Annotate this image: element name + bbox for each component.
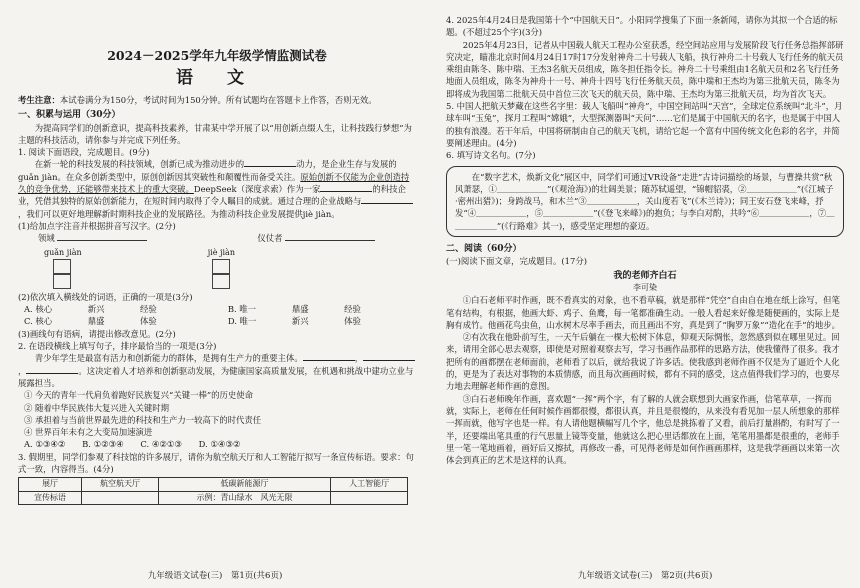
table-header-cell: 航空航天厅 [82, 478, 159, 491]
table-header-cell: 展厅 [19, 478, 82, 491]
question-4: 4. 2025年4月24日是我国第十个“中国航天日”。小阳同学搜集了下面一条新闻，请你为其拟一个合适的标题。(不超过25个字)(3分) [446, 15, 838, 38]
table-cell [82, 491, 159, 504]
table-cell: 宣传标语 [19, 491, 82, 504]
article-title: 我的老师齐白石 [613, 270, 677, 281]
reading-sub-1: (一)阅读下面文章，完成题目。(17分) [446, 256, 587, 267]
pinyin-grids: guǎn jiàn jiè jiàn [38, 245, 416, 291]
q2-item-3: ③ 承担着与当前世界最先进的科技和生产力一较高下的时代责任 [24, 414, 262, 425]
article-para-1: ①白石老师平时作画，既不看真实的对象，也不看草稿，就是那样“凭空”自由自在地在纸上涂写，但笔笔有结构，有根据，他画大虾、鸡子、鱼鹰，每一笔都准确生动。一般人看起来好像是随便画的，实际上是胸有成竹。他画花鸟虫鱼，山水树木尽率手画去，而且画出不穷，真是到了“胸罗万象”“造化在手”的地步。 [446, 295, 840, 330]
q1-sub1: (1)给加点字注音并根据拼音写汉字。(2分) [18, 220, 176, 231]
intro-text: 为提高同学们的创新意识，提高科技素养，甘肃某中学开展了以“用创新点缀人生，让科技践行梦想”为主题的科技活动，请你参与并完成下列任务。 [18, 122, 412, 145]
table-header-cell: 人工智能厅 [331, 478, 408, 491]
question-3: 3. 假期里，同学们参观了科技馆的许多展厅，请你为航空航天厅和人工智能厅拟写一条宣传标语。要求：句式一致，内容得当。(4分) [18, 451, 414, 475]
question-1: 1. 阅读下面语段，完成题目。(9分) [18, 147, 150, 158]
q2-item-2: ② 随着中华民族伟大复兴进入关键时期 [24, 402, 170, 413]
exam-notice: 考生注意：本试卷满分为150分，考试时间为150分钟。所有试题均在答题卡上作答，否则无效。 [18, 95, 377, 105]
q2-options: A. ①③④② B. ①②③④ C. ④②①③ D. ①④③② [24, 439, 241, 450]
poetry-box [446, 166, 844, 237]
page-footer: 九年级语文试卷(三) 第2页(共6页) [577, 570, 713, 581]
q2-item-4: ④ 世界百年未有之大变局加速演进 [24, 427, 153, 438]
question-2: 2. 在语段横线上填写句子，排序最恰当的一项是(3分) [18, 341, 217, 352]
q1-sub3: (3)画线句有语病，请提出修改意见。(2分) [18, 328, 176, 339]
table-header-cell: 低碳新能源厅 [158, 478, 330, 491]
news-passage: 2025年4月23日，记者从中国载人航天工程办公室获悉，经空间站应用与发展阶段飞行任务总指挥部研究决定，瞄准北京时间4月24日17时17分发射神舟二十号载人飞船，执行神舟二十号载人飞行任务的航天员乘组由陈冬、陈中瑞、王杰3名航天员组成，陈冬担任指令长。神舟二十号乘组由1名航天员和2名飞行任务地面人员组成，陈冬为神舟十一号、神舟十四号飞行任务航天员，陈中瑞和王杰均为第三批航天员，陈冬为即将成为我国第二批航天员中首位三次飞天的航天员，陈中瑞、王杰均为第三批航天员，均为首次飞天。 [446, 39, 844, 99]
q2-passage: 青少年学生是最富有活力和创新能力的群体，是拥有生产力的重要主体。 ，， 。这决定着人才培养和创新驱动发展，为健康国家高质量发展，在机遇和挑战中建功立业与展露担当。 [18, 353, 414, 388]
page-footer: 九年级语文试卷(三) 第1页(共6页) [147, 570, 283, 581]
q1-passage: 在新一轮的科技发展的科技领域，创新已成为推动进步的 动力，是企业生存与发展的 guǎn jiàn。在众多创新类型中，原创创新因其突破性和颠覆性而备受关注。原始创新不仅能为企业创造持久的竞争优势，还能够带来技术上的重大突破。DeepSeek（深度求索）作为一家 的科技企业，凭借其独特的原始创新能力，在短时间内取得了令人瞩目的成就。通过合理的企业战略与，我们可以更好地理解新时期科技企业的发展路径。为推动科技企业发展提供jiè jiàn。 [18, 158, 416, 219]
exam-title: 2024－2025学年九年级学情监测试卷 [107, 48, 327, 63]
question-6: 6. 填写诗文名句。(7分) [446, 150, 536, 161]
question-5: 5. 中国人把航天梦藏在这些名字里：载人飞船叫“神舟”，中国空间站叫“天宫”，全球定位系统叫“北斗”，月球车叫“玉兔”，探月工程叫“嫦娥”，大型探测器叫“天问”……它们是属于中国航天的名字，也是属于中国人的独有浪漫。若干年后，中国将研制由自己的航天飞机，请给它起一个富有中国传统文化色彩的名字，并简要阐述理由。(4分) [446, 101, 843, 148]
table-cell: 示例：青山绿水 风光无限 [158, 491, 330, 504]
q2-item-1: ① 今天的青年一代肩负着跑好民族复兴“关键一棒”的历史使命 [24, 390, 253, 401]
q1-sub2: (2)依次填入横线处的词语，正确的一项是(3分) [18, 291, 193, 302]
exam-page-2 [430, 0, 860, 588]
exam-subject: 语 文 [176, 68, 258, 88]
q1-options-ab: A. 核心 新兴 经验 B. 唯一 鼎盛 经验 C. 核心 鼎盛 体验 D. 唯一 新兴 体验 [24, 304, 361, 327]
pinyin-words: 领域 仪仗者 [38, 232, 416, 244]
article-author: 李可染 [633, 282, 657, 292]
section-1-heading: 一、积累与运用（30分） [18, 110, 121, 121]
article-para-3: ③白石老师晚年作画，喜欢题“一挥”两个字，有了解的人就会联想到大画家作画，信笔草草，一挥而就，实际上，老师在任何时候作画都很慢，都很认真，并且是很慢的，从来没有看见加一层人所想象的那样一挥而就，他写字也是一样。有人请他题横幅写几个字，他总是挑拣着了又看，前后打量斟酌，有时写了一半，还要端出笔具重的行气思量上镜等变量，他就这么把心里话都放在上面，笔笔用墨都是很重的，老师手里一笔一笔地画着，画好后又擦拭，再修改一番，可见得老师是如何作画画那样，这是我学画画以来第一次体会到真正的艺术是这样的认真。 [446, 393, 840, 466]
section-2-heading: 二、阅读（60分） [446, 244, 522, 255]
table-cell [331, 491, 408, 504]
article-para-2: ②有次我在他卧前写生，一天午后躺在一棵大松树下体息，仰观天际惆怅，忽然感到似在哪里见过。回来，请用全部心思去观察，即使是对照着观察去写，学习书画作品那样的思路方法，使我懂得了很多。我才把所有的画都摆在老师面前，老师看了以后，就给我说了许多话。使我感到老师作画不仅是为了逼近个人化的，更是为了表达对事物的本质情感，而且每次画画时候，都有不同的感受，这点值得我们学习的，也要尽力地去理解老师作画的意图。 [446, 332, 840, 392]
poetry-box-text: 在“数字艺术，焕新文化”展区中，同学们可通过VR设备“走进”古诗词描绘的场景，与曹操共赏“秋风萧瑟，①＿＿＿＿＿＿”(《观沧海》)的壮阔美景；随苏轼遥望，“锦帽貂裘，②＿＿＿＿＿＿”(《江城子·密州出猎》)；身跨战马，和木兰“③＿＿＿＿＿＿，关山度若飞”(《木兰诗》)；同王安石登飞来峰，抒发“④＿＿＿＿＿＿，⑤＿＿＿＿＿＿”(《登飞来峰》)的抱负；与李白对酌，共吟“⑥＿＿＿＿＿＿，⑦＿＿＿＿＿＿”(《行路难》其一)，感受坚定理想的豪迈。 [455, 171, 835, 231]
slogan-table [18, 477, 408, 505]
